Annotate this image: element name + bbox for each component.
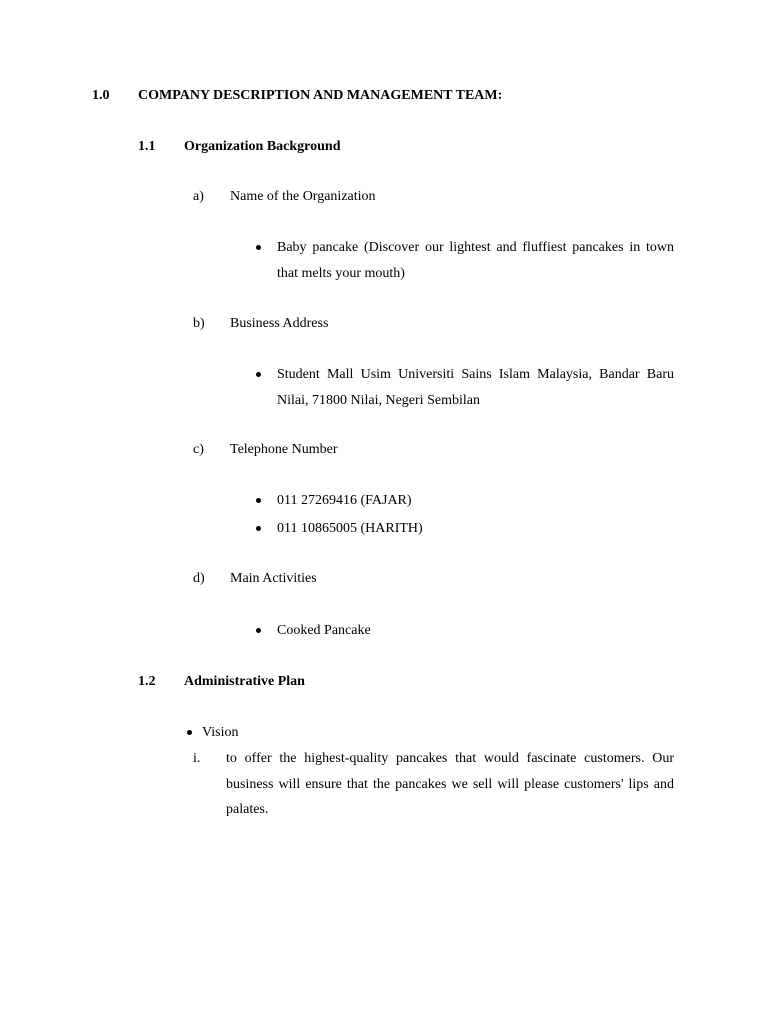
item-marker: b) [193, 316, 205, 331]
subsection-number: 1.1 [138, 139, 156, 154]
bullet-icon [256, 245, 261, 250]
main-activity: Cooked Pancake [277, 623, 371, 638]
bullet-icon [256, 372, 261, 377]
point-marker: i. [193, 751, 201, 766]
item-label: Main Activities [230, 571, 317, 586]
subsection-title: Organization Background [184, 139, 341, 154]
item-marker: a) [193, 189, 204, 204]
telephone-number: 011 27269416 (FAJAR) [277, 493, 412, 508]
subsection-title: Administrative Plan [184, 674, 305, 689]
bullet-icon [256, 526, 261, 531]
bullet-icon [187, 730, 192, 735]
item-marker: d) [193, 571, 205, 586]
item-marker: c) [193, 442, 204, 457]
telephone-number: 011 10865005 (HARITH) [277, 521, 423, 536]
vision-label: Vision [202, 725, 239, 740]
bullet-icon [256, 628, 261, 633]
item-label: Telephone Number [230, 442, 338, 457]
section-number: 1.0 [92, 88, 110, 103]
bullet-icon [256, 498, 261, 503]
item-label: Name of the Organization [230, 189, 376, 204]
business-address: Student Mall Usim Universiti Sains Islam Malaysia, Bandar Baru Nilai, 71800 Nilai, Negeri Sembilan [277, 367, 674, 408]
organization-name: Baby pancake (Discover our lightest and fluffiest pancakes in town that melts your mouth) [277, 240, 674, 281]
subsection-number: 1.2 [138, 674, 156, 689]
section-title: COMPANY DESCRIPTION AND MANAGEMENT TEAM: [138, 88, 503, 103]
item-label: Business Address [230, 316, 329, 331]
vision-statement: to offer the highest-quality pancakes that would fascinate customers. Our business will ensure that the pancakes we sell will please customers' lips and palates. [226, 751, 674, 817]
